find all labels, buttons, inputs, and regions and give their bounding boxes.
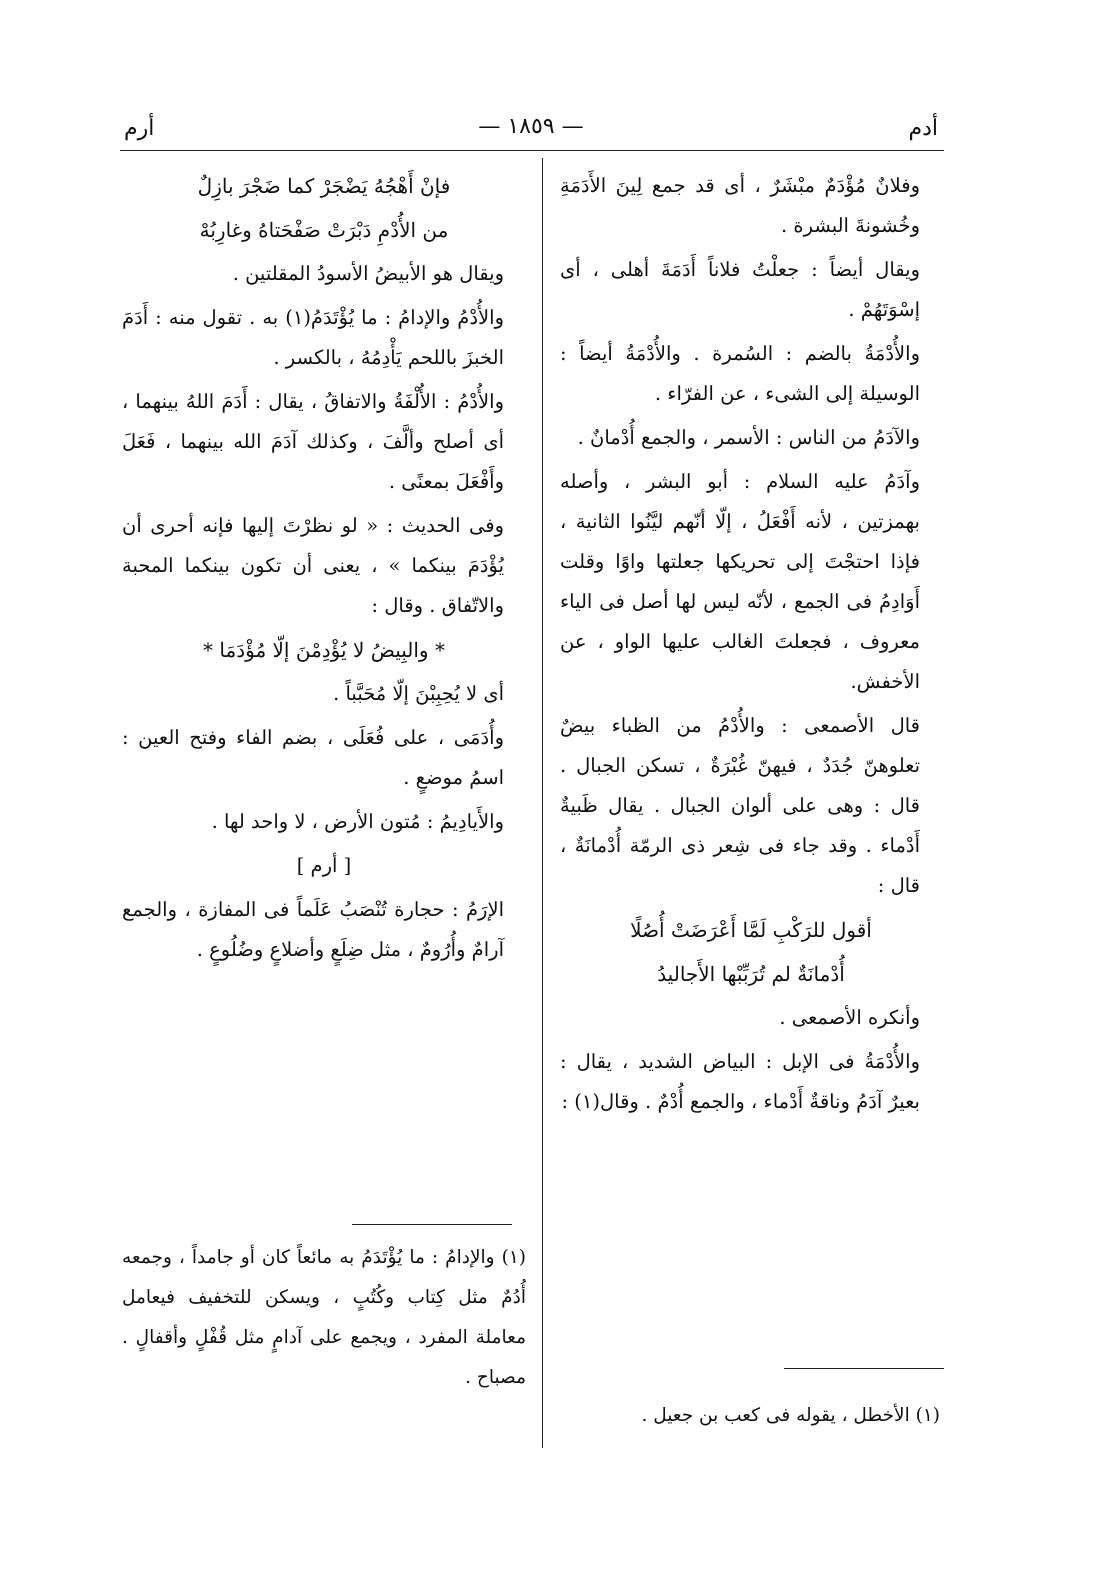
footnote-rule xyxy=(784,1368,944,1369)
right-footnote xyxy=(560,1396,940,1436)
paragraph: والأُدْمَةُ فى الإبل : البياض الشديد ، يقال : بعيرٌ آدَمُ وناقةٌ أَدْماء ، والجمع أُدْمٌ . وقال(١) : xyxy=(560,1050,920,1113)
paragraph: وآدَمُ عليه السلام : أبو البشر ، وأصله بهمزتين ، لأنه أَفْعَلُ ، إلّا أنّهم ليَّنُوا الثانية ، فإذا احتجْتَ إلى تحريكها جعلتها واوًا وقلت أَوَادِمُ فى الجمع ، لأنّه ليس لها أصل فى الياء معروف ، فجعلتَ الغالب عليها الواو ، عن الأخفش. xyxy=(560,470,920,693)
right-column xyxy=(560,166,942,1126)
verse-line: * والبِيضُ لا يُؤْدِمْنَ إلّا مُؤْدَمَا * xyxy=(203,638,445,662)
page-number: — ١٨٥٩ — xyxy=(478,114,584,139)
paragraph: أى لا يُحِبِبْنَ إلّا مُحَبَّباً . xyxy=(333,682,504,705)
left-column xyxy=(122,166,526,974)
column-divider xyxy=(542,158,543,1448)
paragraph: ويقال أيضاً : جعلْتُ فلاناً أَدَمَةَ أهلى ، أى إسْوَتَهُمْ . xyxy=(560,258,920,321)
left-footnote xyxy=(122,1238,526,1398)
verse-line: فإنْ أَهْجُهُ يَضْجَرْ كما ضَجْرَ بازِلٌ xyxy=(197,174,451,198)
paragraph: الإرَمُ : حجارة تُنْصَبُ عَلَماً فى المفازة ، والجمع آرامٌ وأُرُومٌ ، مثل ضِلَعٍ وأضلاعٍ وضُلُوعٍ . xyxy=(122,898,504,961)
footnote-text: (١) الأخطل ، يقوله فى كعب بن جعيل . xyxy=(641,1405,940,1426)
paragraph: والأُدْمَةُ بالضم : السُمرة . والأُدْمَةُ أيضاً : الوسيلة إلى الشىء ، عن الفرّاء . xyxy=(560,342,920,405)
verse-line: أُدْمانَةٌ لم تُرَبِّبْها الأَجاليدُ xyxy=(657,962,845,986)
running-headword-left: أرم xyxy=(124,116,155,141)
section-heading: [ أرم ] xyxy=(296,854,352,877)
verse-line: من الأُدْمِ دَبْرَتْ صَفْحَتاهُ وغارِبُهْ xyxy=(199,218,449,242)
paragraph: وفلانٌ مُؤْدَمٌ مبْشَرٌ ، أى قد جمع لِينَ الأَدَمَةِ وخُشونةَ البشرة . xyxy=(560,174,920,237)
paragraph: والأُدْمُ : الأُلْفَةُ والاتفاقُ ، يقال : أَدَمَ اللهُ بينهما ، أى أصلح وألَّفَ ، وكذلك آدَمَ الله بينهما ، فَعَلَ وأَفْعَلَ بمعنًى . xyxy=(122,390,504,493)
paragraph: وأُدَمَى ، على فُعَلَى ، بضم الفاء وفتح العين : اسمُ موضعٍ . xyxy=(122,726,504,789)
running-headword-right: أدم xyxy=(908,116,938,141)
paragraph: ويقال هو الأبيضُ الأسودُ المقلتين . xyxy=(232,262,504,285)
footnote-rule xyxy=(352,1224,512,1225)
paragraph: وفى الحديث : « لو نظرْتَ إليها فإنه أحرى أن يُؤْدَمَ بينكما » ، يعنى أن تكون بينكما المحبة والاتّفاق . وقال : xyxy=(122,514,504,617)
page-header xyxy=(120,112,942,152)
paragraph: قال الأصمعى : والأُدْمُ من الظباء بيضٌ تعلوهنّ جُدَدٌ ، فيهنّ غُبْرَةٌ ، تسكن الجبال . قال : وهى على ألوان الجبال . يقال ظَبيةٌ أَدْماء . وقد جاء فى شِعر ذى الرمّة أُدْمانَةٌ ، قال : xyxy=(560,714,920,897)
header-rule xyxy=(120,150,944,151)
paragraph: والأَيادِيمُ : مُتون الأرض ، لا واحد لها . xyxy=(211,810,504,833)
paragraph: والأُدْمُ والإدامُ : ما يُؤْتَدَمُ(١) به . تقول منه : أَدَمَ الخبزَ باللحم يَأْدِمُهُ ، بالكسر . xyxy=(122,306,504,369)
paragraph: والآدَمُ من الناس : الأسمر ، والجمع أُدْمانٌ . xyxy=(577,426,920,449)
paragraph: وأنكره الأصمعى . xyxy=(779,1006,920,1029)
verse-line: أقول للرَكْبِ لَمَّا أَعْرَضَتْ أُصُلًا xyxy=(630,918,872,942)
footnote-text: (١) والإدامُ : ما يُؤْتَدَمُ به مائعاً كان أو جامداً ، وجمعه أُدُمٌ مثل كِتاب وكُتُبٍ ، ويسكن للتخفيف فيعامل معاملة المفرد ، ويجمع على آدامٍ مثل قُفْلٍ وأقفالٍ . مصباح . xyxy=(122,1247,526,1388)
